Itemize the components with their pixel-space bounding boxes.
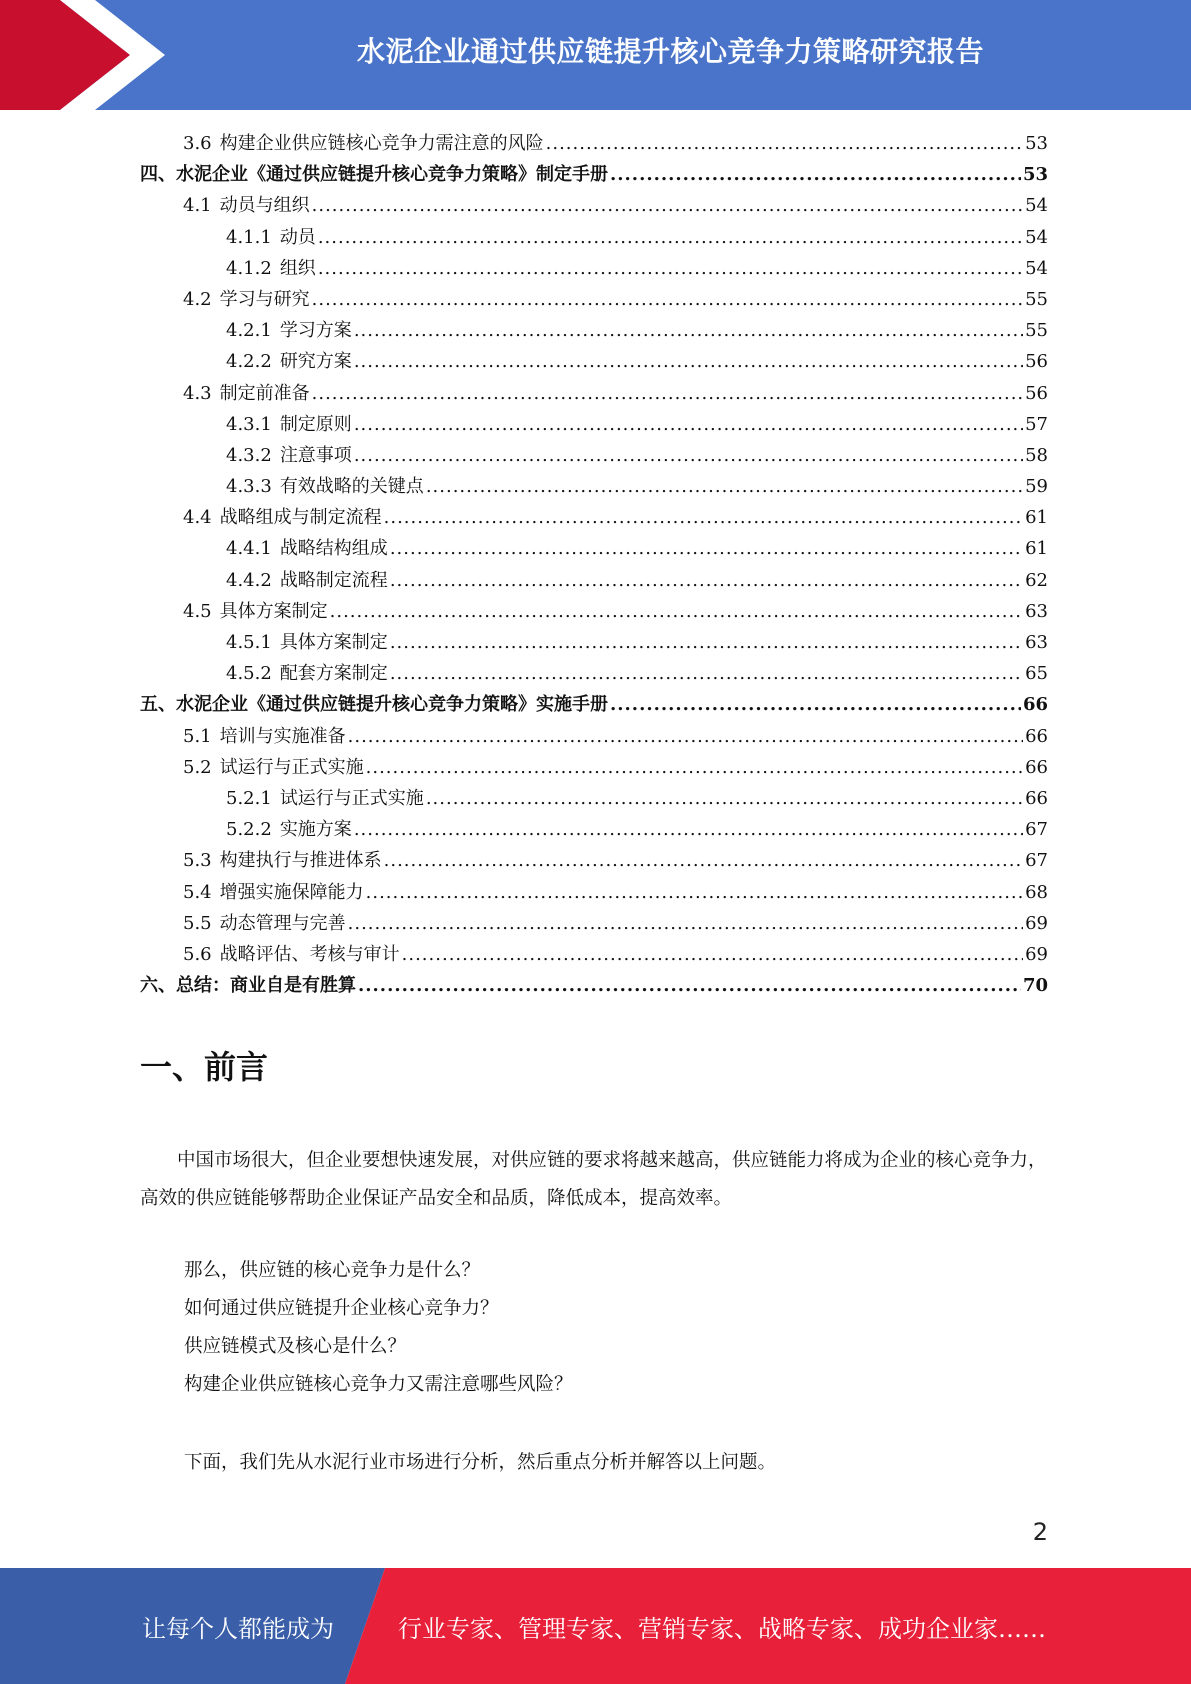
toc-entry-title: 战略结构组成 xyxy=(279,538,388,560)
toc-entry[interactable] xyxy=(140,440,1048,471)
intro-paragraph: 中国市场很大，但企业要想快速发展，对供应链的要求将越来越高，供应链能力将成为企业的核心竞争力，高效的供应链能够帮助企业保证产品安全和品质，降低成本，提高效率。 xyxy=(140,1150,1047,1209)
toc-entry-page: 53 xyxy=(1025,133,1048,154)
toc-leader-dots xyxy=(330,596,1023,627)
toc-leader-dots xyxy=(318,222,1023,253)
toc-entry-page: 67 xyxy=(1025,819,1048,841)
toc-leader-dots xyxy=(312,378,1023,409)
question-item: 如何通过供应链提升企业核心竞争力？ xyxy=(184,1298,499,1319)
toc-leader-dots xyxy=(354,346,1023,377)
toc-entry-page: 66 xyxy=(1025,787,1048,809)
toc-entry-title: 研究方案 xyxy=(279,351,352,373)
toc-entry-page: 62 xyxy=(1025,569,1048,591)
toc-entry[interactable] xyxy=(140,315,1048,346)
toc-entry-title: 学习与研究 xyxy=(219,288,310,310)
toc-entry-page: 55 xyxy=(1025,288,1048,310)
toc-entry-title: 动员 xyxy=(279,226,316,248)
toc-entry-page: 54 xyxy=(1025,257,1048,279)
toc-entry-page: 59 xyxy=(1025,476,1048,498)
toc-entry-title: 具体方案制定 xyxy=(279,632,388,653)
toc-entry-page: 54 xyxy=(1025,195,1048,217)
section-heading: 一、前言 xyxy=(140,1048,269,1086)
toc-entry[interactable] xyxy=(140,658,1048,689)
toc-entry-title: 制定原则 xyxy=(279,413,352,435)
toc-entry-title: 制定前准备 xyxy=(219,382,310,404)
toc-entry-page: 58 xyxy=(1025,444,1048,466)
toc-entry-number: 4.2.2 xyxy=(226,351,272,373)
toc-entry[interactable] xyxy=(140,689,1048,720)
toc-entry-page: 65 xyxy=(1025,663,1048,685)
toc-entry[interactable] xyxy=(140,222,1048,253)
toc-entry-number: 4.2 xyxy=(183,288,212,310)
toc-leader-dots xyxy=(354,814,1023,845)
toc-entry-title: 有效战略的关键点 xyxy=(279,476,424,498)
page-footer xyxy=(0,1568,1191,1684)
toc-leader-dots xyxy=(610,159,1021,190)
toc-leader-dots xyxy=(390,627,1023,658)
toc-entry-page: 61 xyxy=(1025,538,1048,560)
toc-leader-dots xyxy=(390,533,1023,564)
toc-entry[interactable] xyxy=(140,502,1048,533)
toc-entry-title: 五、水泥企业《通过供应链提升核心竞争力策略》实施手册 xyxy=(140,694,608,716)
toc-entry-page: 63 xyxy=(1025,632,1048,653)
toc-entry-number: 4.3.3 xyxy=(226,476,272,498)
toc-entry-page: 66 xyxy=(1025,756,1048,778)
toc-entry[interactable] xyxy=(140,908,1048,939)
toc-leader-dots xyxy=(384,845,1023,876)
toc-entry[interactable] xyxy=(140,627,1048,658)
question-item: 那么，供应链的核心竞争力是什么？ xyxy=(184,1260,481,1281)
toc-entry-title: 具体方案制定 xyxy=(219,600,328,622)
toc-entry[interactable] xyxy=(140,346,1048,377)
toc-entry[interactable] xyxy=(140,471,1048,502)
toc-entry[interactable] xyxy=(140,159,1048,190)
toc-entry-page: 53 xyxy=(1022,164,1048,186)
toc-entry-title: 增强实施保障能力 xyxy=(219,881,364,903)
toc-entry-page: 67 xyxy=(1025,850,1048,872)
toc-entry-title: 动员与组织 xyxy=(219,195,310,217)
toc-entry-number: 5.2 xyxy=(183,756,212,778)
toc-leader-dots xyxy=(348,721,1023,752)
toc-entry-number: 5.4 xyxy=(183,881,212,903)
footer-slogan-left: 让每个人都能成为 xyxy=(142,1614,334,1643)
toc-leader-dots xyxy=(312,284,1023,315)
toc-entry-number: 5.6 xyxy=(183,943,212,965)
toc-entry-number: 4.2.1 xyxy=(226,320,272,342)
toc-entry[interactable] xyxy=(140,814,1048,845)
toc-leader-dots xyxy=(354,440,1023,471)
toc-leader-dots xyxy=(390,658,1023,689)
toc-entry-title: 四、水泥企业《通过供应链提升核心竞争力策略》制定手册 xyxy=(140,164,608,186)
toc-entry-page: 63 xyxy=(1025,600,1048,622)
toc-entry-number: 3.6 xyxy=(183,133,212,154)
toc-leader-dots xyxy=(348,908,1023,939)
toc-entry-number: 4.4.2 xyxy=(226,569,272,591)
report-title: 水泥企业通过供应链提升核心竞争力策略研究报告 xyxy=(356,35,984,68)
toc-entry-page: 70 xyxy=(1022,975,1048,997)
toc-entry-number: 4.3.2 xyxy=(226,444,272,466)
toc-entry-page: 66 xyxy=(1025,725,1048,747)
toc-entry-number: 4.5.2 xyxy=(226,663,272,685)
toc-entry[interactable] xyxy=(140,190,1048,221)
toc-leader-dots xyxy=(354,409,1023,440)
page-header xyxy=(0,0,1191,110)
question-item: 构建企业供应链核心竞争力又需注意哪些风险？ xyxy=(184,1374,573,1395)
toc-entry-title: 构建执行与推进体系 xyxy=(219,850,382,872)
toc-entry-page: 54 xyxy=(1025,226,1048,248)
toc-entry[interactable] xyxy=(140,565,1048,596)
toc-entry[interactable] xyxy=(140,939,1048,970)
toc-leader-dots xyxy=(318,253,1023,284)
toc-entry[interactable] xyxy=(140,128,1048,159)
toc-leader-dots xyxy=(426,471,1023,502)
toc-entry-number: 4.3 xyxy=(183,382,212,404)
toc-leader-dots xyxy=(366,877,1023,908)
toc-entry-title: 培训与实施准备 xyxy=(219,725,346,747)
toc-entry-number: 5.2.2 xyxy=(226,819,272,841)
toc-entry-title: 组织 xyxy=(279,257,316,279)
footer-slogan-right: 行业专家、管理专家、营销专家、战略专家、成功企业家…… xyxy=(398,1614,1046,1643)
toc-entry[interactable] xyxy=(140,409,1048,440)
toc-entry-title: 战略组成与制定流程 xyxy=(219,507,382,529)
toc-entry-number: 5.2.1 xyxy=(226,787,272,809)
toc-entry[interactable] xyxy=(140,284,1048,315)
toc-entry-number: 4.3.1 xyxy=(226,413,272,435)
toc-entry-title: 实施方案 xyxy=(279,819,352,841)
question-list xyxy=(184,1252,573,1404)
toc-entry-page: 61 xyxy=(1025,507,1048,529)
page-number: 2 xyxy=(1032,1518,1048,1546)
toc-entry[interactable] xyxy=(140,721,1048,752)
toc-entry-number: 4.4 xyxy=(183,507,212,529)
toc-entry-number: 5.5 xyxy=(183,912,212,934)
toc-entry-title: 配套方案制定 xyxy=(279,663,388,685)
toc-entry-number: 4.1.1 xyxy=(226,226,272,248)
toc-entry-title: 学习方案 xyxy=(279,320,352,342)
toc-entry-title: 注意事项 xyxy=(279,444,352,466)
toc-entry[interactable] xyxy=(140,378,1048,409)
toc-leader-dots xyxy=(384,502,1023,533)
toc-leader-dots xyxy=(390,565,1023,596)
table-of-contents xyxy=(140,128,1048,1001)
toc-leader-dots xyxy=(358,970,1021,1001)
toc-entry[interactable] xyxy=(140,845,1048,876)
toc-entry-number: 4.4.1 xyxy=(226,538,272,560)
toc-entry-title: 战略评估、考核与审计 xyxy=(219,943,400,965)
toc-entry[interactable] xyxy=(140,596,1048,627)
toc-entry[interactable] xyxy=(140,783,1048,814)
toc-entry[interactable] xyxy=(140,533,1048,564)
toc-entry-title: 构建企业供应链核心竞争力需注意的风险 xyxy=(219,133,544,154)
toc-leader-dots xyxy=(366,752,1023,783)
toc-entry[interactable] xyxy=(140,253,1048,284)
toc-entry[interactable] xyxy=(140,752,1048,783)
toc-entry-page: 69 xyxy=(1025,943,1048,965)
toc-entry-number: 4.1 xyxy=(183,195,212,217)
toc-leader-dots xyxy=(610,689,1021,720)
toc-entry-title: 试运行与正式实施 xyxy=(219,756,364,778)
toc-entry-page: 57 xyxy=(1025,413,1048,435)
toc-entry-number: 5.3 xyxy=(183,850,212,872)
toc-entry-page: 68 xyxy=(1025,881,1048,903)
toc-entry-page: 56 xyxy=(1025,351,1048,373)
toc-entry[interactable] xyxy=(140,970,1048,1001)
toc-leader-dots xyxy=(312,190,1023,221)
toc-entry-title: 动态管理与完善 xyxy=(219,912,346,934)
toc-entry-page: 55 xyxy=(1025,320,1048,342)
toc-entry-page: 69 xyxy=(1025,912,1048,934)
toc-entry-number: 4.5.1 xyxy=(226,632,272,653)
toc-entry-number: 5.1 xyxy=(183,725,212,747)
toc-entry-number: 4.1.2 xyxy=(226,257,272,279)
toc-leader-dots xyxy=(354,315,1023,346)
question-item: 供应链模式及核心是什么？ xyxy=(184,1336,407,1357)
toc-entry-page: 66 xyxy=(1022,694,1048,716)
closing-paragraph: 下面，我们先从水泥行业市场进行分析，然后重点分析并解答以上问题。 xyxy=(184,1452,777,1473)
toc-entry-title: 战略制定流程 xyxy=(279,569,388,591)
toc-leader-dots xyxy=(546,128,1023,159)
toc-entry-number: 4.5 xyxy=(183,600,212,622)
toc-leader-dots xyxy=(402,939,1023,970)
toc-entry[interactable] xyxy=(140,877,1048,908)
toc-entry-page: 56 xyxy=(1025,382,1048,404)
toc-entry-title: 试运行与正式实施 xyxy=(279,787,424,809)
toc-leader-dots xyxy=(426,783,1023,814)
toc-entry-title: 六、总结：商业自是有胜算 xyxy=(140,975,356,997)
